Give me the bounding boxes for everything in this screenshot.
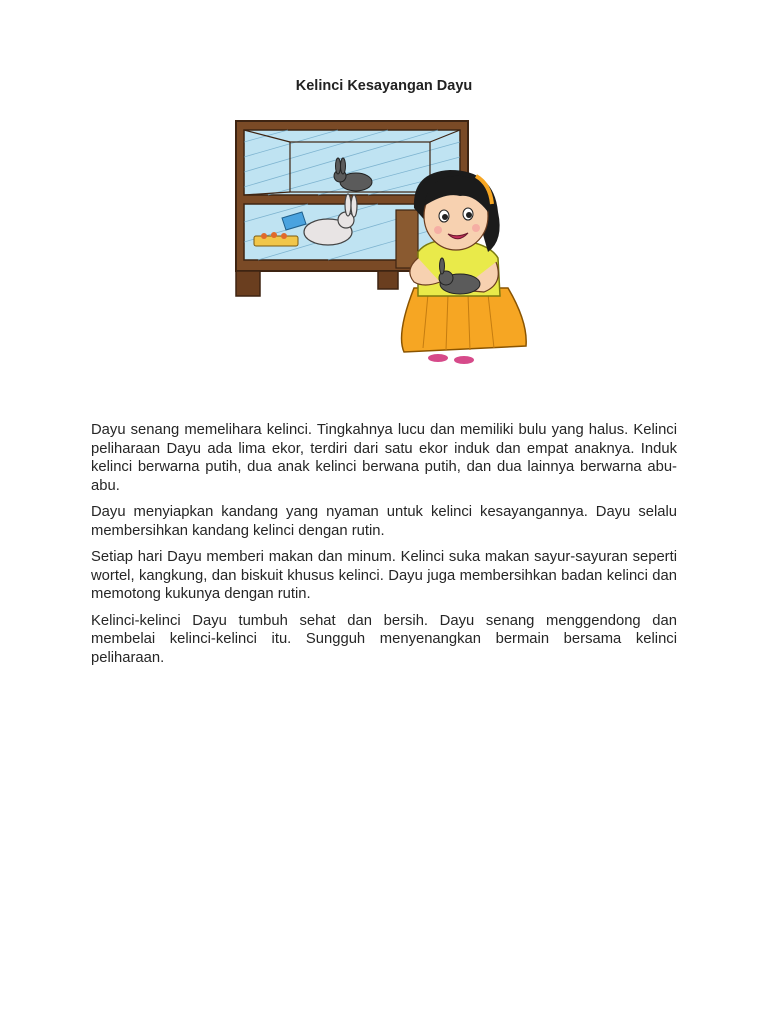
paragraph-3: Setiap hari Dayu memberi makan dan minum. Kelinci suka makan sayur-sayuran seperti wortel, kangkung, dan biskuit khusus kelinci. Dayu juga membersihkan badan kelinci dan memotong kukunya dengan rutin. — [91, 549, 677, 602]
girl-rabbit-cage-illustration — [228, 112, 538, 370]
article-body — [91, 421, 677, 675]
paragraph-1: Dayu senang memelihara kelinci. Tingkahnya lucu dan memiliki bulu yang halus. Kelinci peliharaan Dayu ada lima ekor, terdiri dari satu ekor induk dan empat anaknya. Induk kelinci berwarna putih, dua anak kelinci berwana putih, dan dua lainnya berwarna abu-abu. — [91, 422, 677, 494]
paragraph-4: Kelinci-kelinci Dayu tumbuh sehat dan bersih. Dayu senang menggendong dan membelai kelinci-kelinci itu. Sungguh menyenangkan bermain bersama kelinci peliharaan. — [91, 612, 677, 666]
girl-dayu — [402, 170, 527, 364]
page-title: Kelinci Kesayangan Dayu — [295, 78, 473, 94]
paragraph-2: Dayu menyiapkan kandang yang nyaman untuk kelinci kesayangannya. Dayu selalu membersihkan kandang kelinci dengan rutin. — [91, 504, 677, 539]
